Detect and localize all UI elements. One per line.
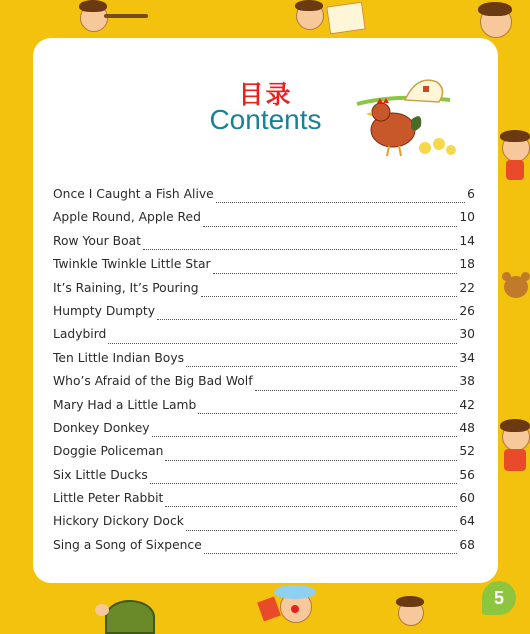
toc-entry[interactable] <box>53 398 475 421</box>
toc-entry-page: 48 <box>459 420 475 435</box>
toc-entry[interactable] <box>53 351 475 374</box>
toc-entry-page: 22 <box>459 280 475 295</box>
toc-entry-page: 60 <box>459 491 475 506</box>
toc-entry-page: 18 <box>459 257 475 272</box>
dot-leader <box>157 318 457 320</box>
toc-entry[interactable] <box>53 444 475 467</box>
toc-entry-page: 64 <box>459 514 475 529</box>
contents-panel <box>33 38 498 583</box>
toc-entry-title: Ladybird <box>53 327 107 342</box>
dot-leader <box>165 459 457 461</box>
toc-entry-title: Six Little Ducks <box>53 467 148 482</box>
toc-entry-page: 52 <box>459 444 475 459</box>
toc-entry-title: Humpty Dumpty <box>53 303 155 318</box>
toc-entry-title: Little Peter Rabbit <box>53 491 164 506</box>
turtle-icon <box>95 596 165 623</box>
kid-right-lower-icon <box>500 415 530 475</box>
kid-reading-icon <box>470 0 530 40</box>
toc-entry[interactable] <box>53 538 475 561</box>
toc-entry-title: Mary Had a Little Lamb <box>53 397 197 412</box>
toc-entry-title: It’s Raining, It’s Pouring <box>53 280 199 295</box>
toc-entry[interactable] <box>53 514 475 537</box>
toc-entry-title: Donkey Donkey <box>53 420 150 435</box>
toc-entry[interactable] <box>53 281 475 304</box>
toc-entry-page: 6 <box>467 187 475 201</box>
dot-leader <box>150 482 458 484</box>
kid-bottom-right-icon <box>380 596 440 623</box>
dot-leader <box>204 552 458 554</box>
toc-entry[interactable] <box>53 491 475 514</box>
toc-entry[interactable] <box>53 257 475 280</box>
kid-right-icon <box>500 120 530 180</box>
dot-leader <box>216 201 465 203</box>
toc-entry[interactable] <box>53 374 475 397</box>
toc-entry-title: Hickory Dickory Dock <box>53 514 184 529</box>
kid-drawing-icon <box>292 0 372 36</box>
dot-leader <box>203 225 457 227</box>
toc-entry-page: 10 <box>459 210 475 225</box>
toc-entry[interactable] <box>53 327 475 350</box>
teddy-bear-icon <box>502 270 530 314</box>
dot-leader <box>198 412 457 414</box>
toc-entry-page: 34 <box>459 350 475 365</box>
toc-entry[interactable] <box>53 210 475 233</box>
toc-entry-title: Once I Caught a Fish Alive <box>53 187 214 201</box>
dot-leader <box>186 365 457 367</box>
toc-entry-page: 42 <box>459 397 475 412</box>
toc-entry-title: Doggie Policeman <box>53 444 164 459</box>
dot-leader <box>165 505 457 507</box>
dot-leader <box>152 435 458 437</box>
dot-leader <box>143 248 457 250</box>
toc-entry-page: 14 <box>459 233 475 248</box>
toc-entry[interactable] <box>53 468 475 491</box>
toc-entry-title: Sing a Song of Sixpence <box>53 537 202 552</box>
toc-entry[interactable] <box>53 234 475 257</box>
dot-leader <box>108 342 457 344</box>
toc-entry-page: 26 <box>459 303 475 318</box>
clown-icon <box>260 585 330 623</box>
hen-chicks-illustration <box>355 64 465 164</box>
toc-entry-page: 68 <box>459 537 475 552</box>
toc-entry-page: 30 <box>459 327 475 342</box>
page-number-badge: 5 <box>482 581 516 615</box>
title-english: Contents <box>209 104 322 135</box>
dot-leader <box>255 389 458 391</box>
dot-leader <box>201 295 458 297</box>
dot-leader <box>186 529 458 531</box>
toc-entry[interactable] <box>53 421 475 444</box>
dot-leader <box>213 272 458 274</box>
toc-entry-title: Row Your Boat <box>53 233 141 248</box>
title-chinese: 目录 <box>238 80 293 109</box>
kid-flute-icon <box>80 0 150 36</box>
toc-entry-title: Apple Round, Apple Red <box>53 210 201 225</box>
table-of-contents <box>53 187 475 561</box>
toc-entry-page: 56 <box>459 467 475 482</box>
toc-entry-page: 38 <box>459 374 475 389</box>
toc-entry-title: Twinkle Twinkle Little Star <box>53 257 211 272</box>
toc-entry-title: Ten Little Indian Boys <box>53 350 185 365</box>
toc-entry-title: Who’s Afraid of the Big Bad Wolf <box>53 374 253 389</box>
toc-entry[interactable] <box>53 187 475 210</box>
toc-entry[interactable] <box>53 304 475 327</box>
